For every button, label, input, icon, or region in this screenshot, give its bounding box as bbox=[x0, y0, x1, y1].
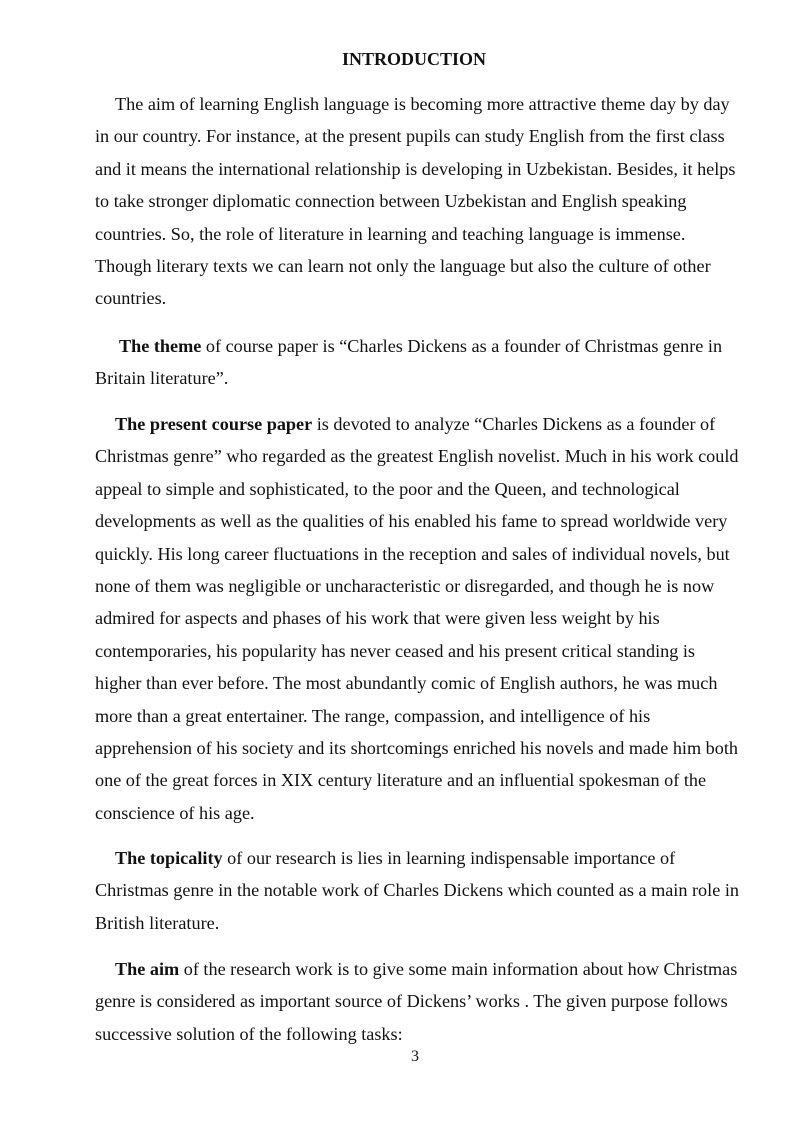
paragraph-lead: The theme bbox=[119, 336, 202, 356]
paragraph-lead: The aim bbox=[115, 959, 180, 979]
paragraph-lead: The topicality bbox=[115, 848, 223, 868]
paragraph-text: is devoted to analyze “Charles Dickens as a founder of Christmas genre” who regarded as the greatest English novelist. Much in his work could appeal to simple and sophisticated, to the poor and the Queen, and technological developments as well as the qualities of his enabled his fame to spread worldwide very quickly. His long career fluctuations in the reception and sales of individual novels, but none of them was negligible or uncharacteristic or disregarded, and though he is now admired for aspects and phases of his work that were given less weight by his contemporaries, his popularity has never ceased and his present critical standing is higher than ever before. The most abundantly comic of English authors, he was much more than a great entertainer. The range, compassion, and intelligence of his apprehension of his society and its shortcomings enriched his novels and made him both one of the great forces in XIX century literature and an influential spokesman of the conscience of his age. bbox=[95, 414, 739, 823]
paragraph-research-aim bbox=[95, 953, 745, 1050]
paragraph-text: of the research work is to give some main information about how Christmas genre is considered as important source of Dickens’ works . The given purpose follows successive solution of the following tasks: bbox=[95, 959, 738, 1044]
page-number: 3 bbox=[411, 1048, 419, 1065]
paragraph-text: The aim of learning English language is becoming more attractive theme day by day in our country. For instance, at the present pupils can study English from the first class and it means the international relationship is developing in Uzbekistan. Besides, it helps to take stronger diplomatic connection between Uzbekistan and English speaking countries. So, the role of literature in learning and teaching language is immense. Though literary texts we can learn not only the language but also the culture of other countries. bbox=[95, 94, 736, 309]
paragraph-intro-aim bbox=[95, 88, 745, 315]
page-heading: INTRODUCTION bbox=[341, 49, 487, 69]
paragraph-theme bbox=[95, 330, 745, 395]
paragraph-lead: The present course paper bbox=[115, 414, 313, 434]
paragraph-text: of our research is lies in learning indispensable importance of Christmas genre in the notable work of Charles Dickens which counted as a main role in British literature. bbox=[95, 848, 739, 933]
paragraph-text: of course paper is “Charles Dickens as a founder of Christmas genre in Britain literature”. bbox=[95, 336, 723, 389]
paragraph-topicality bbox=[95, 842, 745, 939]
paragraph-present-course-paper bbox=[95, 408, 745, 829]
